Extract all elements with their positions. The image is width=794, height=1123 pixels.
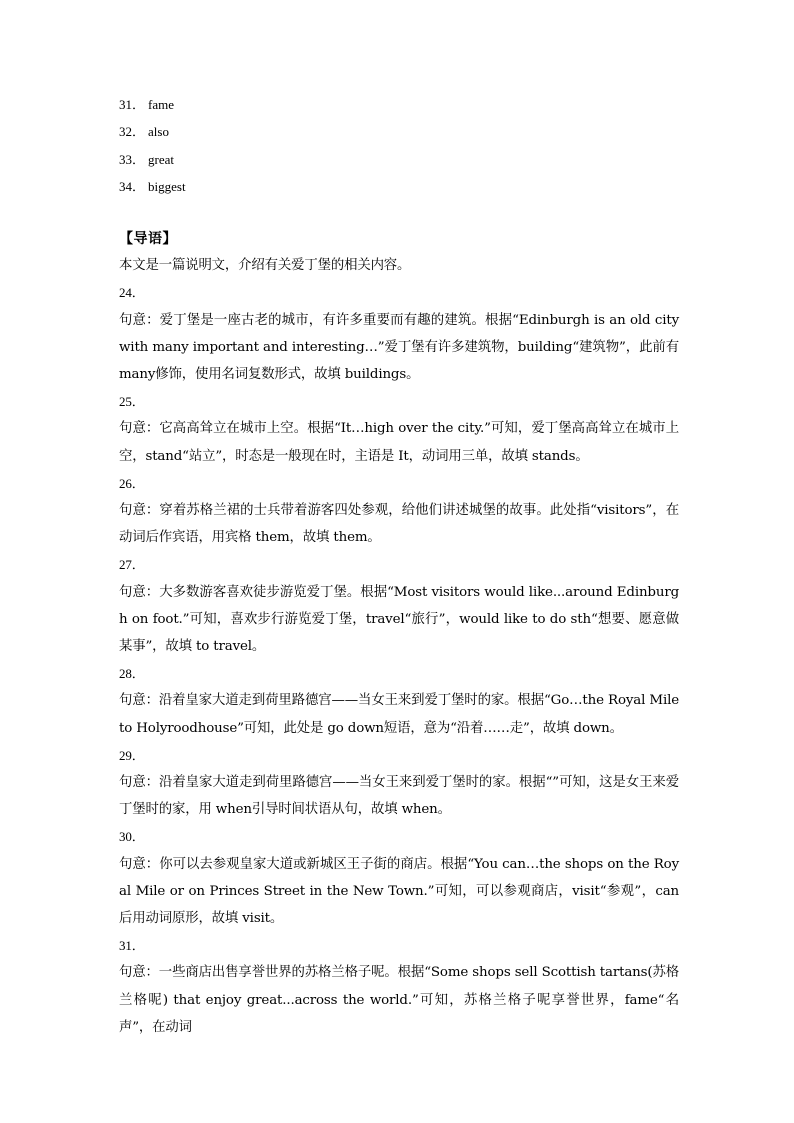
- question-explanation: 句意：沿着皇家大道走到荷里路德宫——当女王来到爱丁堡时的家。根据“”可知，这是女王来爱丁堡时的家，用 when引导时间状语从句，故填 when。: [119, 774, 679, 818]
- answer-item: [119, 121, 679, 148]
- question-number: 29．: [119, 747, 145, 763]
- answer-item: [119, 149, 679, 176]
- question-number: 31．: [119, 938, 145, 954]
- question-number: 28．: [119, 666, 145, 682]
- question-explanation: 句意：一些商店出售享誉世界的苏格兰格子呢。根据“Some shops sell Scottish tartans(苏格兰格呢) that enjoy great...across the world.”可知，苏格兰格子呢享誉世界，fame“名声”，在动词: [119, 965, 679, 1035]
- answer-value: also: [148, 124, 169, 140]
- question-explanation: 句意：大多数游客喜欢徒步游览爱丁堡。根据“Most visitors would like...around Edinburgh on foot.”可知，喜欢步行游览爱丁堡，travel“旅行”，would like to do sth“想要、愿意做某事”，故填 to travel。: [119, 584, 679, 654]
- answer-number: 34．: [119, 178, 146, 194]
- answer-item: [119, 176, 679, 203]
- question-explanation: 句意：爱丁堡是一座古老的城市，有许多重要而有趣的建筑。根据“Edinburgh is an old city with many important and interesting…”爱丁堡有许多建筑物，building“建筑物”，此前有many修饰，使用名词复数形式，故填 buildings。: [119, 312, 679, 382]
- question-number: 30．: [119, 829, 145, 845]
- question-number: 25．: [119, 394, 145, 410]
- guide-text: 本文是一篇说明文，介绍有关爱丁堡的相关内容。: [119, 258, 411, 274]
- explanation-list: [119, 279, 679, 1041]
- question-number: 27．: [119, 557, 145, 573]
- guide-heading: 【导语】: [119, 231, 177, 248]
- question-explanation: 句意：你可以去参观皇家大道或新城区王子街的商店。根据“You can…the shops on the Royal Mile or on Princes Street in the New Town.”可知，可以参观商店，visit“参观”，can后用动词原形，故填 visit。: [119, 856, 679, 926]
- answer-item: [119, 94, 679, 121]
- answer-value: fame: [148, 97, 174, 112]
- question-explanation: 句意：沿着皇家大道走到荷里路德宫——当女王来到爱丁堡时的家。根据“Go…the Royal Mile to Holyroodhouse”可知，此处是 go down短语，意为“沿着……走”，故填 down。: [119, 693, 679, 736]
- question-number: 26．: [119, 475, 145, 491]
- answer-number: 32．: [119, 124, 146, 140]
- answer-number: 31．: [119, 97, 146, 112]
- question-number: 24．: [119, 285, 145, 301]
- question-explanation: 句意：穿着苏格兰裙的士兵带着游客四处参观，给他们讲述城堡的故事。此处指“visitors”，在动词后作宾语，用宾格 them，故填 them。: [119, 502, 679, 546]
- question-explanation: 句意：它高高耸立在城市上空。根据“It…high over the city.”可知，爱丁堡高高耸立在城市上空，stand“站立”，时态是一般现在时，主语是 It，动词用三单，故填 stands。: [119, 421, 679, 464]
- answer-list: [119, 94, 679, 203]
- document-page: [119, 94, 679, 1041]
- answer-number: 33．: [119, 151, 146, 167]
- answer-value: great: [148, 151, 174, 167]
- answer-value: biggest: [148, 178, 186, 194]
